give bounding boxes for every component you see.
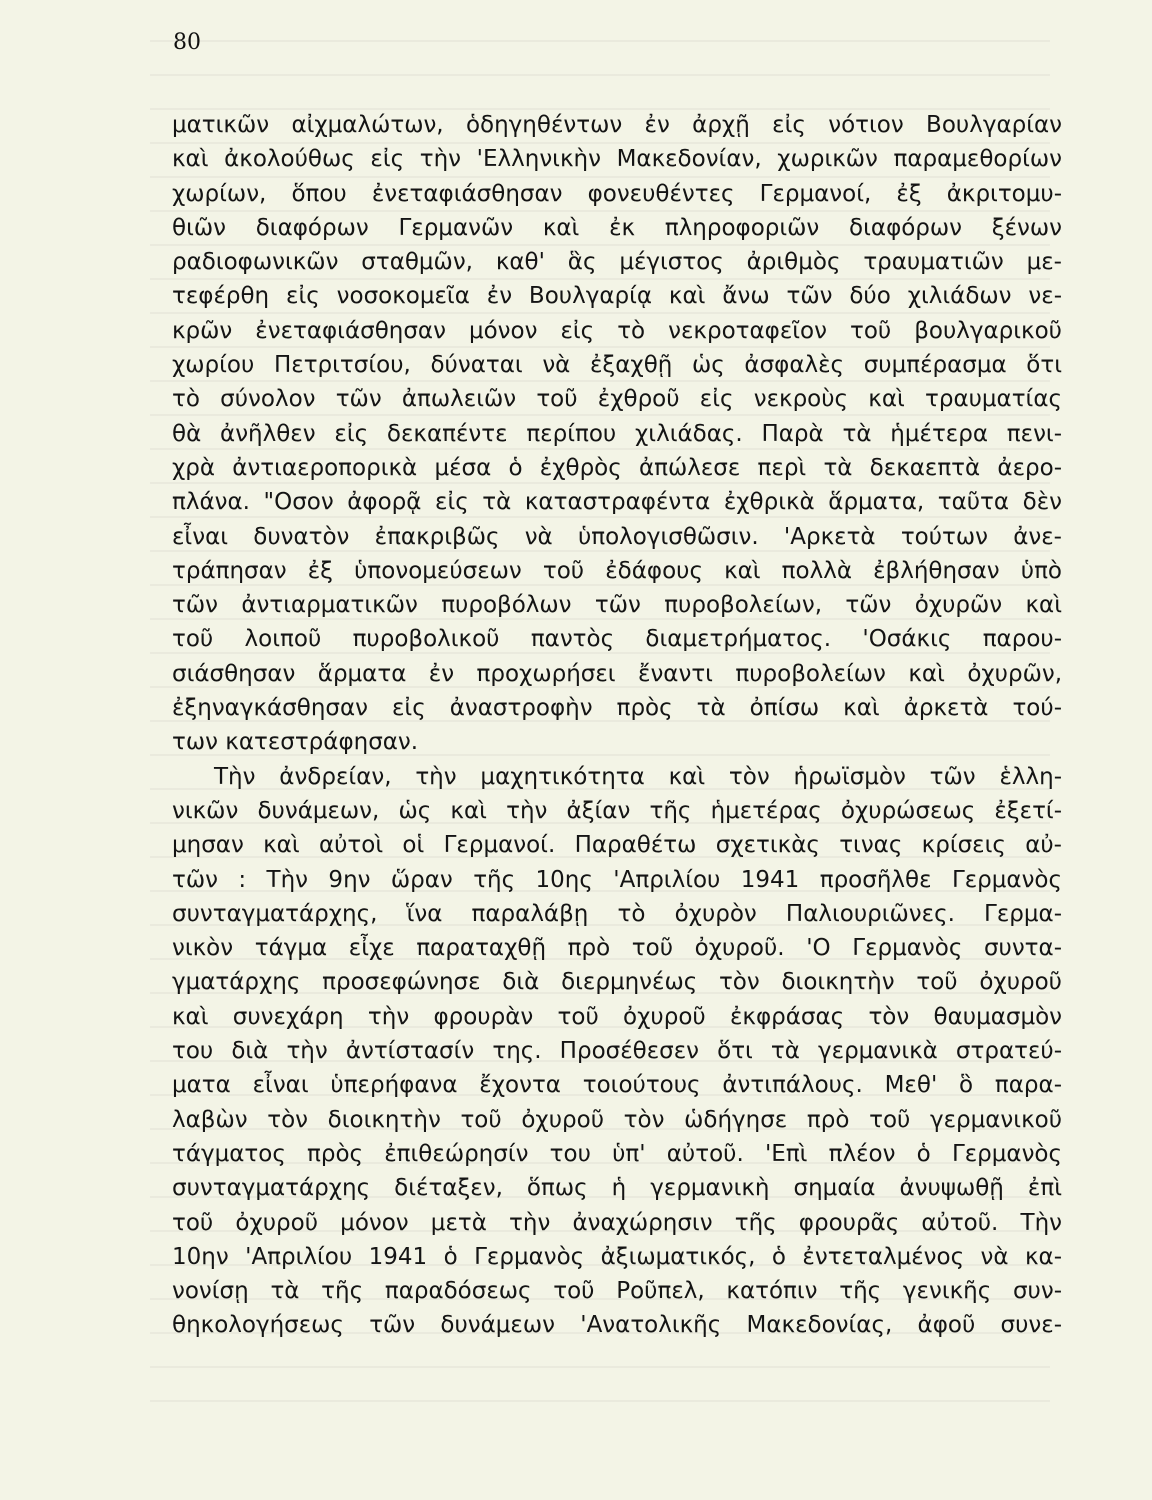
text-line: καὶ συνεχάρη τὴν φρουρὰν τοῦ ὀχυροῦ ἐκφράσας τὸν θαυμασμὸν <box>172 1003 1062 1030</box>
text-line: των κατεστράφησαν. <box>172 729 419 756</box>
text-line: τῶν ἀντιαρματικῶν πυροβόλων τῶν πυροβολείων, τῶν ὀχυρῶν καὶ <box>172 592 1062 619</box>
text-line: κρῶν ἐνεταφιάσθησαν μόνον εἰς τὸ νεκροταφεῖον τοῦ βουλγαρικοῦ <box>172 317 1062 344</box>
text-line: χρὰ ἀντιαεροπορικὰ μέσα ὁ ἐχθρὸς ἀπώλεσε περὶ τὰ δεκαεπτὰ ἀερο- <box>172 454 1062 481</box>
text-line: γματάρχης προσεφώνησε διὰ διερμηνέως τὸν διοικητὴν τοῦ ὀχυροῦ <box>172 969 1062 996</box>
text-line: τεφέρθη εἰς νοσοκομεῖα ἐν Βουλγαρίᾳ καὶ ἄνω τῶν δύο χιλιάδων νε- <box>172 283 1062 310</box>
text-line: θὰ ἀνῆλθεν εἰς δεκαπέντε περίπου χιλιάδας. Παρὰ τὰ ἡμέτερα πενι- <box>172 420 1062 447</box>
text-line: ματα εἶναι ὑπερήφανα ἔχοντα τοιούτους ἀντιπάλους. Μεθ' ὃ παρα- <box>172 1072 1062 1099</box>
text-line: συνταγματάρχης διέταξεν, ὅπως ἡ γερμανικὴ σημαία ἀνυψωθῇ ἐπὶ <box>172 1175 1062 1202</box>
text-line: Τὴν ἀνδρείαν, τὴν μαχητικότητα καὶ τὸν ἡρωϊσμὸν τῶν ἑλλη- <box>214 763 1062 790</box>
text-line: νικῶν δυνάμεων, ὡς καὶ τὴν ἀξίαν τῆς ἡμετέρας ὀχυρώσεως ἐξετί- <box>172 797 1062 824</box>
text-line: θιῶν διαφόρων Γερμανῶν καὶ ἐκ πληροφοριῶν διαφόρων ξένων <box>172 214 1062 241</box>
text-line: τὸ σύνολον τῶν ἀπωλειῶν τοῦ ἐχθροῦ εἰς νεκροὺς καὶ τραυματίας <box>172 386 1062 413</box>
text-line: χωρίου Πετριτσίου, δύναται νὰ ἐξαχθῇ ὡς ἀσφαλὲς συμπέρασμα ὅτι <box>172 352 1062 379</box>
text-line: συνταγματάρχης, ἵνα παραλάβῃ τὸ ὀχυρὸν Παλιουριῶνες. Γερμα- <box>172 900 1062 927</box>
text-line: νονίσῃ τὰ τῆς παραδόσεως τοῦ Ροῦπελ, κατόπιν τῆς γενικῆς συν- <box>172 1278 1062 1305</box>
page-number: 80 <box>173 30 201 55</box>
text-line: τῶν : Τὴν 9ην ὥραν τῆς 10ης 'Απριλίου 1941 προσῆλθε Γερμανὸς <box>172 866 1062 893</box>
text-line: λαβὼν τὸν διοικητὴν τοῦ ὀχυροῦ τὸν ὡδήγησε πρὸ τοῦ γερμανικοῦ <box>172 1106 1062 1133</box>
text-line: καὶ ἀκολούθως εἰς τὴν 'Ελληνικὴν Μακεδονίαν, χωρικῶν παραμεθορίων <box>172 146 1062 173</box>
text-line: εἶναι δυνατὸν ἐπακριβῶς νὰ ὑπολογισθῶσιν. 'Αρκετὰ τούτων ἀνε- <box>172 523 1062 550</box>
text-line: θηκολογήσεως τῶν δυνάμεων 'Ανατολικῆς Μακεδονίας, ἀφοῦ συνε- <box>172 1312 1062 1339</box>
text-line: ραδιοφωνικῶν σταθμῶν, καθ' ἃς μέγιστος ἀριθμὸς τραυματιῶν με- <box>172 249 1062 276</box>
text-line: ἐξηναγκάσθησαν εἰς ἀναστροφὴν πρὸς τὰ ὀπίσω καὶ ἀρκετὰ τού- <box>172 695 1062 722</box>
text-line: νικὸν τάγμα εἶχε παραταχθῇ πρὸ τοῦ ὀχυροῦ. 'Ο Γερμανὸς συντα- <box>172 935 1062 962</box>
text-line: ματικῶν αἰχμαλώτων, ὁδηγηθέντων ἐν ἀρχῇ εἰς νότιον Βουλγαρίαν <box>172 112 1062 138</box>
text-line: τοῦ λοιποῦ πυροβολικοῦ παντὸς διαμετρήματος. 'Οσάκις παρου- <box>172 626 1062 653</box>
body-text <box>172 108 1062 1343</box>
text-line: τοῦ ὀχυροῦ μόνον μετὰ τὴν ἀναχώρησιν τῆς φρουρᾶς αὐτοῦ. Τὴν <box>172 1209 1062 1236</box>
text-line: τάγματος πρὸς ἐπιθεώρησίν του ὑπ' αὐτοῦ. 'Επὶ πλέον ὁ Γερμανὸς <box>172 1140 1062 1167</box>
text-line: σιάσθησαν ἅρματα ἐν προχωρήσει ἔναντι πυροβολείων καὶ ὀχυρῶν, <box>172 660 1062 687</box>
text-line: μησαν καὶ αὐτοὶ οἱ Γερμανοί. Παραθέτω σχετικὰς τινας κρίσεις αὐ- <box>172 832 1062 859</box>
text-line: τράπησαν ἐξ ὑπονομεύσεων τοῦ ἐδάφους καὶ πολλὰ ἐβλήθησαν ὑπὸ <box>172 557 1062 584</box>
text-line: του διὰ τὴν ἀντίστασίν της. Προσέθεσεν ὅτι τὰ γερμανικὰ στρατεύ- <box>172 1038 1062 1065</box>
text-line: χωρίων, ὅπου ἐνεταφιάσθησαν φονευθέντες Γερμανοί, ἐξ ἀκριτομυ- <box>172 180 1062 207</box>
text-line: 10ην 'Απριλίου 1941 ὁ Γερμανὸς ἀξιωματικός, ὁ ἐντεταλμένος νὰ κα- <box>172 1243 1062 1270</box>
text-line: πλάνα. "Οσον ἀφορᾷ εἰς τὰ καταστραφέντα ἐχθρικὰ ἅρματα, ταῦτα δὲν <box>172 489 1062 516</box>
